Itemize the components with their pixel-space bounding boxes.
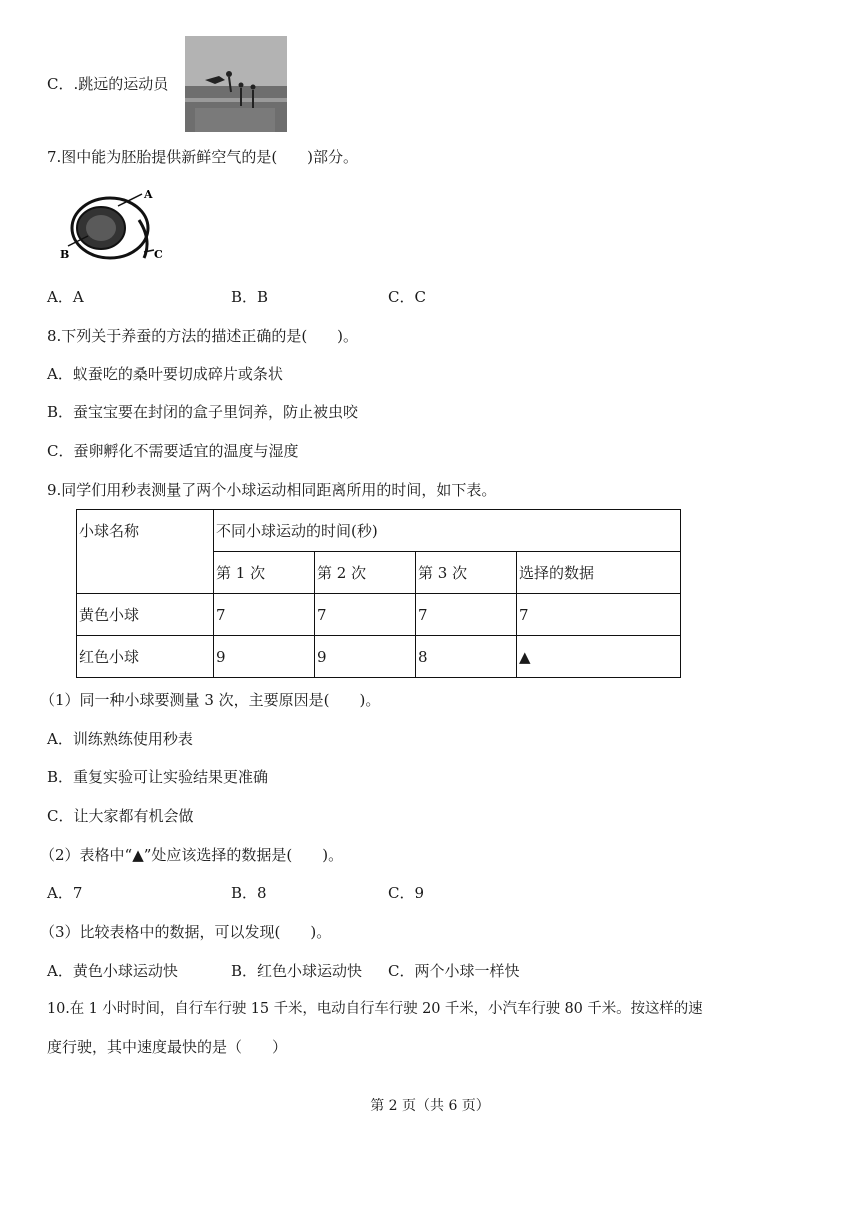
q9-sub1-stem: （1）同一种小球要测量 3 次，主要原因是( )。 [40, 691, 381, 709]
q6-option-c: C．.跳远的运动员 [47, 75, 169, 93]
q10-line-1: 10.在 1 小时时间，自行车行驶 15 千米，电动自行车行驶 20 千米，小汽车行驶 80 千米。按这样的速 [47, 1001, 703, 1017]
header-trial-3: 第 3 次 [416, 552, 517, 594]
egg-structure-diagram [60, 180, 170, 270]
q9-sub1-option-a: A．训练熟练使用秒表 [47, 730, 193, 748]
q8-option-c: C．蚕卵孵化不需要适宜的温度与湿度 [47, 442, 299, 460]
table-cell: 7 [517, 594, 681, 636]
q9-sub3-stem: （3）比较表格中的数据，可以发现( )。 [40, 923, 332, 941]
q9-sub2-stem: （2）表格中“▲”处应该选择的数据是( )。 [40, 846, 344, 864]
row-name: 黄色小球 [77, 594, 214, 636]
header-ball-name: 小球名称 [77, 510, 214, 594]
table-cell: 9 [315, 636, 416, 678]
q8-option-b: B．蚕宝宝要在封闭的盒子里饲养，防止被虫咬 [47, 403, 359, 421]
q9-sub1-option-b: B．重复实验可让实验结果更准确 [47, 768, 269, 786]
table-row [77, 636, 681, 678]
q9-sub2-option-a: A．7 [47, 884, 83, 902]
header-selected-data: 选择的数据 [517, 552, 681, 594]
q9-sub2-option-c: C．9 [388, 884, 425, 902]
q9-sub3-option-b: B．红色小球运动快 [231, 962, 363, 980]
header-time-group: 不同小球运动的时间(秒) [214, 510, 681, 552]
long-jump-photo [185, 36, 287, 132]
q9-stem: 9.同学们用秒表测量了两个小球运动相同距离所用的时间，如下表。 [47, 481, 497, 499]
q8-stem: 8.下列关于养蚕的方法的描述正确的是( )。 [47, 327, 359, 345]
q7-option-a: A．A [47, 288, 84, 306]
q7-option-c: C．C [388, 288, 426, 306]
q9-sub3-option-c: C．两个小球一样快 [388, 962, 520, 980]
q10-line-2: 度行驶，其中速度最快的是（ ） [47, 1038, 288, 1056]
header-trial-1: 第 1 次 [214, 552, 315, 594]
label-a: A [144, 188, 153, 201]
table-cell: ▲ [517, 636, 681, 678]
table-cell: 8 [416, 636, 517, 678]
q9-sub3-option-a: A．黄色小球运动快 [47, 962, 178, 980]
q9-sub2-option-b: B．8 [231, 884, 267, 902]
table-cell: 7 [214, 594, 315, 636]
table-cell: 7 [416, 594, 517, 636]
q9-sub1-option-c: C．让大家都有机会做 [47, 807, 194, 825]
q7-stem: 7.图中能为胚胎提供新鲜空气的是( )部分。 [47, 148, 359, 166]
label-c: C [154, 248, 163, 261]
ball-timing-table [76, 509, 681, 678]
q7-option-b: B．B [231, 288, 269, 306]
row-name: 红色小球 [77, 636, 214, 678]
page-number: 第 2 页（共 6 页） [370, 1098, 490, 1114]
table-cell: 7 [315, 594, 416, 636]
table-cell: 9 [214, 636, 315, 678]
table-row [77, 594, 681, 636]
header-trial-2: 第 2 次 [315, 552, 416, 594]
label-b: B [60, 248, 70, 261]
q8-option-a: A．蚁蚕吃的桑叶要切成碎片或条状 [47, 365, 283, 383]
